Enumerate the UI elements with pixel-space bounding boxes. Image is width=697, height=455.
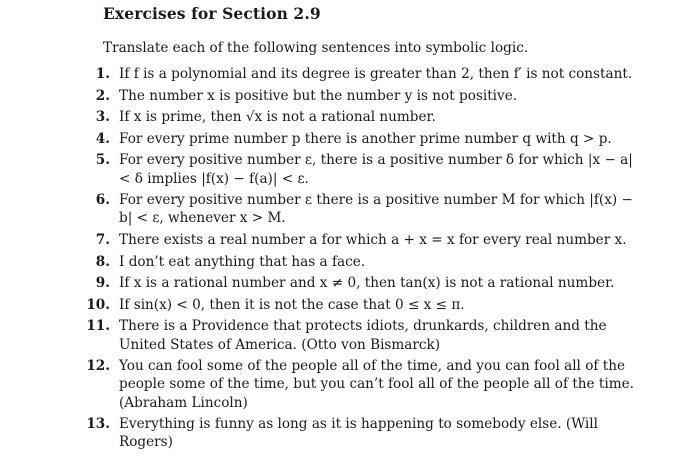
exercise-item <box>0 151 639 187</box>
exercise-text: For every positive number ε, there is a positive number δ for which |x − a| < δ implies |f(x) − f(a)| < ε. <box>119 152 633 187</box>
exercise-item <box>0 274 639 292</box>
exercise-text: There is a Providence that protects idiots, drunkards, children and the United States of America. (Otto von Bismarck) <box>119 318 607 353</box>
exercise-item <box>0 296 639 314</box>
exercise-number: 12. <box>86 358 110 375</box>
exercise-number: 13. <box>86 416 110 433</box>
exercise-number: 1. <box>95 66 110 82</box>
exercise-list <box>0 65 697 455</box>
intro-text: Translate each of the following sentences into symbolic logic. <box>103 40 529 56</box>
exercise-item <box>0 231 639 249</box>
exercise-text: For every prime number p there is another prime number q with q > p. <box>119 130 612 147</box>
section-title: Exercises for Section 2.9 <box>103 4 321 23</box>
exercise-text: For every positive number ε there is a positive number M for which |f(x) − b| < ε, whenever x > M. <box>119 192 633 227</box>
exercise-item <box>0 317 639 353</box>
exercise-text: If x is prime, then √x is not a rational number. <box>119 109 436 126</box>
exercise-number: 10. <box>86 296 110 313</box>
exercise-item <box>0 415 639 451</box>
exercise-text: I don’t eat anything that has a face. <box>119 253 366 270</box>
exercise-item <box>0 130 639 148</box>
exercise-number: 3. <box>95 109 110 126</box>
exercise-number: 9. <box>95 275 110 292</box>
exercise-text: If sin(x) < 0, then it is not the case that 0 ≤ x ≤ π. <box>119 296 465 313</box>
exercise-number: 11. <box>86 318 110 335</box>
exercise-number: 7. <box>95 231 110 248</box>
exercise-item <box>0 253 639 271</box>
exercise-number: 5. <box>95 152 110 169</box>
exercise-item <box>0 65 639 83</box>
exercise-number: 2. <box>95 87 110 104</box>
exercise-text: There exists a real number a for which a + x = x for every real number x. <box>119 231 627 248</box>
exercise-text: You can fool some of the people all of the time, and you can fool all of the people some of the time, but you can’t fool all of the people all of the time. (Abraham Lincoln) <box>119 358 634 411</box>
exercise-text: If f is a polynomial and its degree is greater than 2, then f′ is not constant. <box>119 66 633 82</box>
exercise-number: 4. <box>95 130 110 147</box>
exercise-item <box>0 191 639 227</box>
exercise-item <box>0 357 639 412</box>
exercise-text: If x is a rational number and x ≠ 0, then tan(x) is not a rational number. <box>119 275 615 292</box>
exercise-item <box>0 108 639 126</box>
exercise-text: The number x is positive but the number y is not positive. <box>119 87 518 104</box>
exercise-item <box>0 87 639 105</box>
exercise-text: Everything is funny as long as it is happening to somebody else. (Will Rogers) <box>119 416 598 451</box>
exercise-number: 8. <box>95 253 110 270</box>
exercise-number: 6. <box>95 192 110 209</box>
